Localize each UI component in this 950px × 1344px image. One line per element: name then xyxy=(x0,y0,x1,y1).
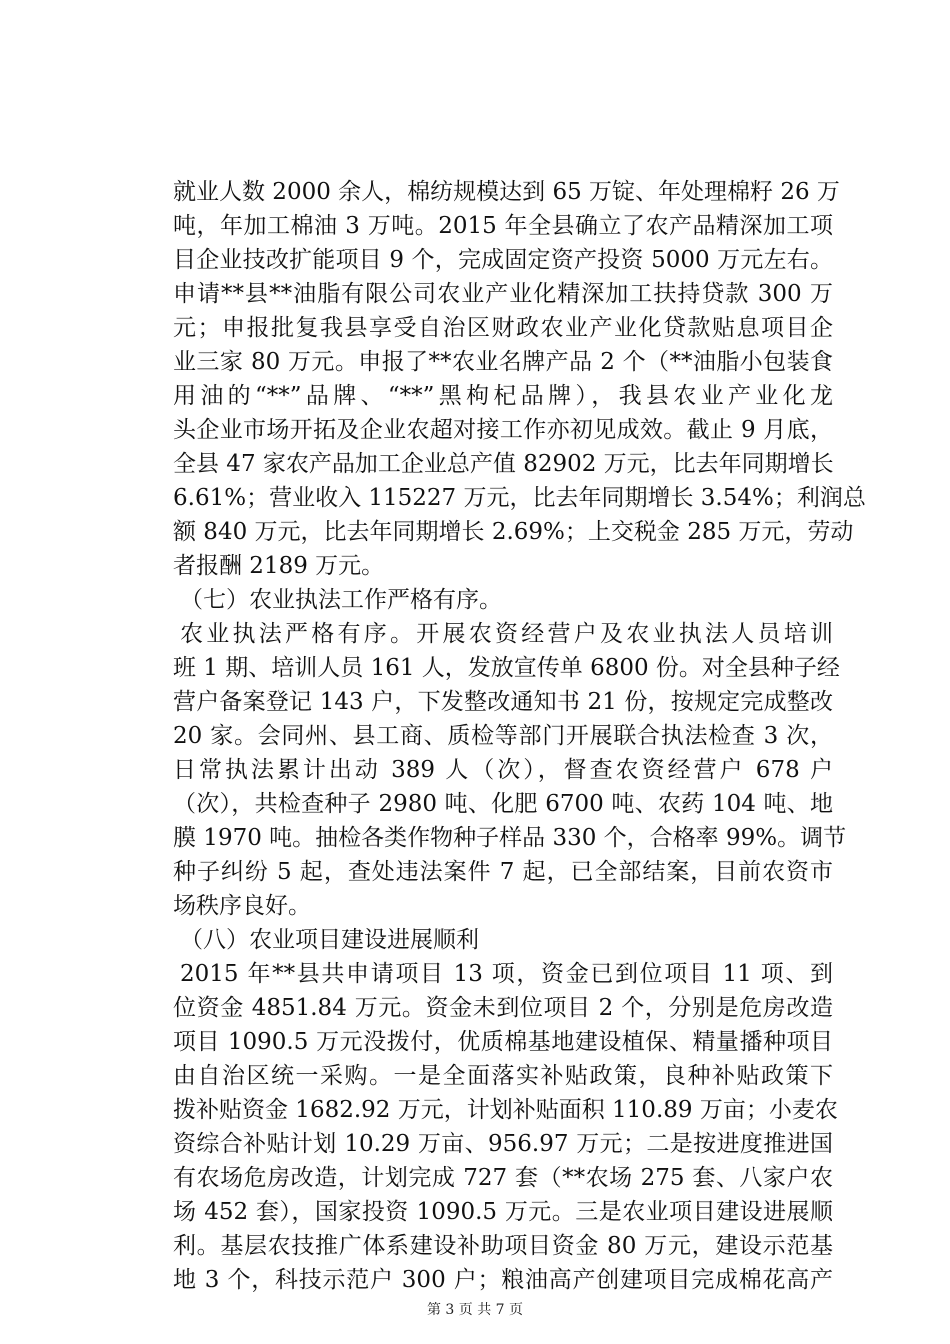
body-line: 营户备案登记 143 户，下发整改通知书 21 份，按规定完成整改 xyxy=(173,689,833,715)
body-line: 就业人数 2000 余人，棉纺规模达到 65 万锭、年处理棉籽 26 万 xyxy=(173,179,840,205)
section-heading: （七）农业执法工作严格有序。 xyxy=(180,587,502,613)
body-line: 业三家 80 万元。申报了**农业名牌产品 2 个（**油脂小包装食 xyxy=(173,349,833,375)
body-line: 头企业市场开拓及企业农超对接工作亦初见成效。截止 9 月底， xyxy=(173,417,833,443)
body-line: 种子纠纷 5 起，查处违法案件 7 起，已全部结案，目前农资市 xyxy=(173,859,833,885)
body-line: 用油的“**”品牌、“**”黑枸杞品牌），我县农业产业化龙 xyxy=(173,383,833,409)
body-line: 由自治区统一采购。一是全面落实补贴政策，良种补贴政策下 xyxy=(173,1063,833,1089)
body-line: 者报酬 2189 万元。 xyxy=(173,553,385,579)
body-line: 班 1 期、培训人员 161 人，发放宣传单 6800 份。对全县种子经 xyxy=(173,655,840,681)
body-line: 场 452 套），国家投资 1090.5 万元。三是农业项目建设进展顺 xyxy=(173,1199,833,1225)
body-line: 地 3 个，科技示范户 300 户；粮油高产创建项目完成棉花高产 xyxy=(173,1267,833,1293)
body-line: 元；申报批复我县享受自治区财政农业产业化贷款贴息项目企 xyxy=(173,315,833,341)
body-line: 目企业技改扩能项目 9 个，完成固定资产投资 5000 万元左右。 xyxy=(173,247,833,273)
body-line: 拨补贴资金 1682.92 万元，计划补贴面积 110.89 万亩；小麦农 xyxy=(173,1097,838,1123)
body-line: 20 家。会同州、县工商、质检等部门开展联合执法检查 3 次， xyxy=(173,723,833,749)
body-line: 场秩序良好。 xyxy=(173,893,311,919)
section-heading: （八）农业项目建设进展顺利 xyxy=(180,927,479,953)
body-line: 2015 年**县共申请项目 13 项，资金已到位项目 11 项、到 xyxy=(180,961,833,987)
body-line: 利。基层农技推广体系建设补助项目资金 80 万元，建设示范基 xyxy=(173,1233,833,1259)
body-line: 额 840 万元，比去年同期增长 2.69%；上交税金 285 万元，劳动 xyxy=(173,519,854,545)
body-line: 有农场危房改造，计划完成 727 套（**农场 275 套、八家户农 xyxy=(173,1165,833,1191)
body-line: 全县 47 家农产品加工企业总产值 82902 万元，比去年同期增长 xyxy=(173,451,834,477)
body-line: （次），共检查种子 2980 吨、化肥 6700 吨、农药 104 吨、地 xyxy=(173,791,833,817)
body-line: 位资金 4851.84 万元。资金未到位项目 2 个，分别是危房改造 xyxy=(173,995,833,1021)
body-line: 申请**县**油脂有限公司农业产业化精深加工扶持贷款 300 万 xyxy=(173,281,833,307)
body-line: 资综合补贴计划 10.29 万亩、956.97 万元；二是按进度推进国 xyxy=(173,1131,833,1157)
body-line: 吨，年加工棉油 3 万吨。2015 年全县确立了农产品精深加工项 xyxy=(173,213,833,239)
page-number-footer: 第 3 页 共 7 页 xyxy=(426,1302,524,1318)
body-line: 日常执法累计出动 389 人（次），督查农资经营户 678 户 xyxy=(173,757,833,783)
body-line: 项目 1090.5 万元没拨付，优质棉基地建设植保、精量播种项目 xyxy=(173,1029,833,1055)
body-line: 农业执法严格有序。开展农资经营户及农业执法人员培训 xyxy=(180,621,833,647)
body-line: 6.61%；营业收入 115227 万元，比去年同期增长 3.54%；利润总 xyxy=(173,485,866,511)
body-line: 膜 1970 吨。抽检各类作物种子样品 330 个，合格率 99%。调节 xyxy=(173,825,847,851)
